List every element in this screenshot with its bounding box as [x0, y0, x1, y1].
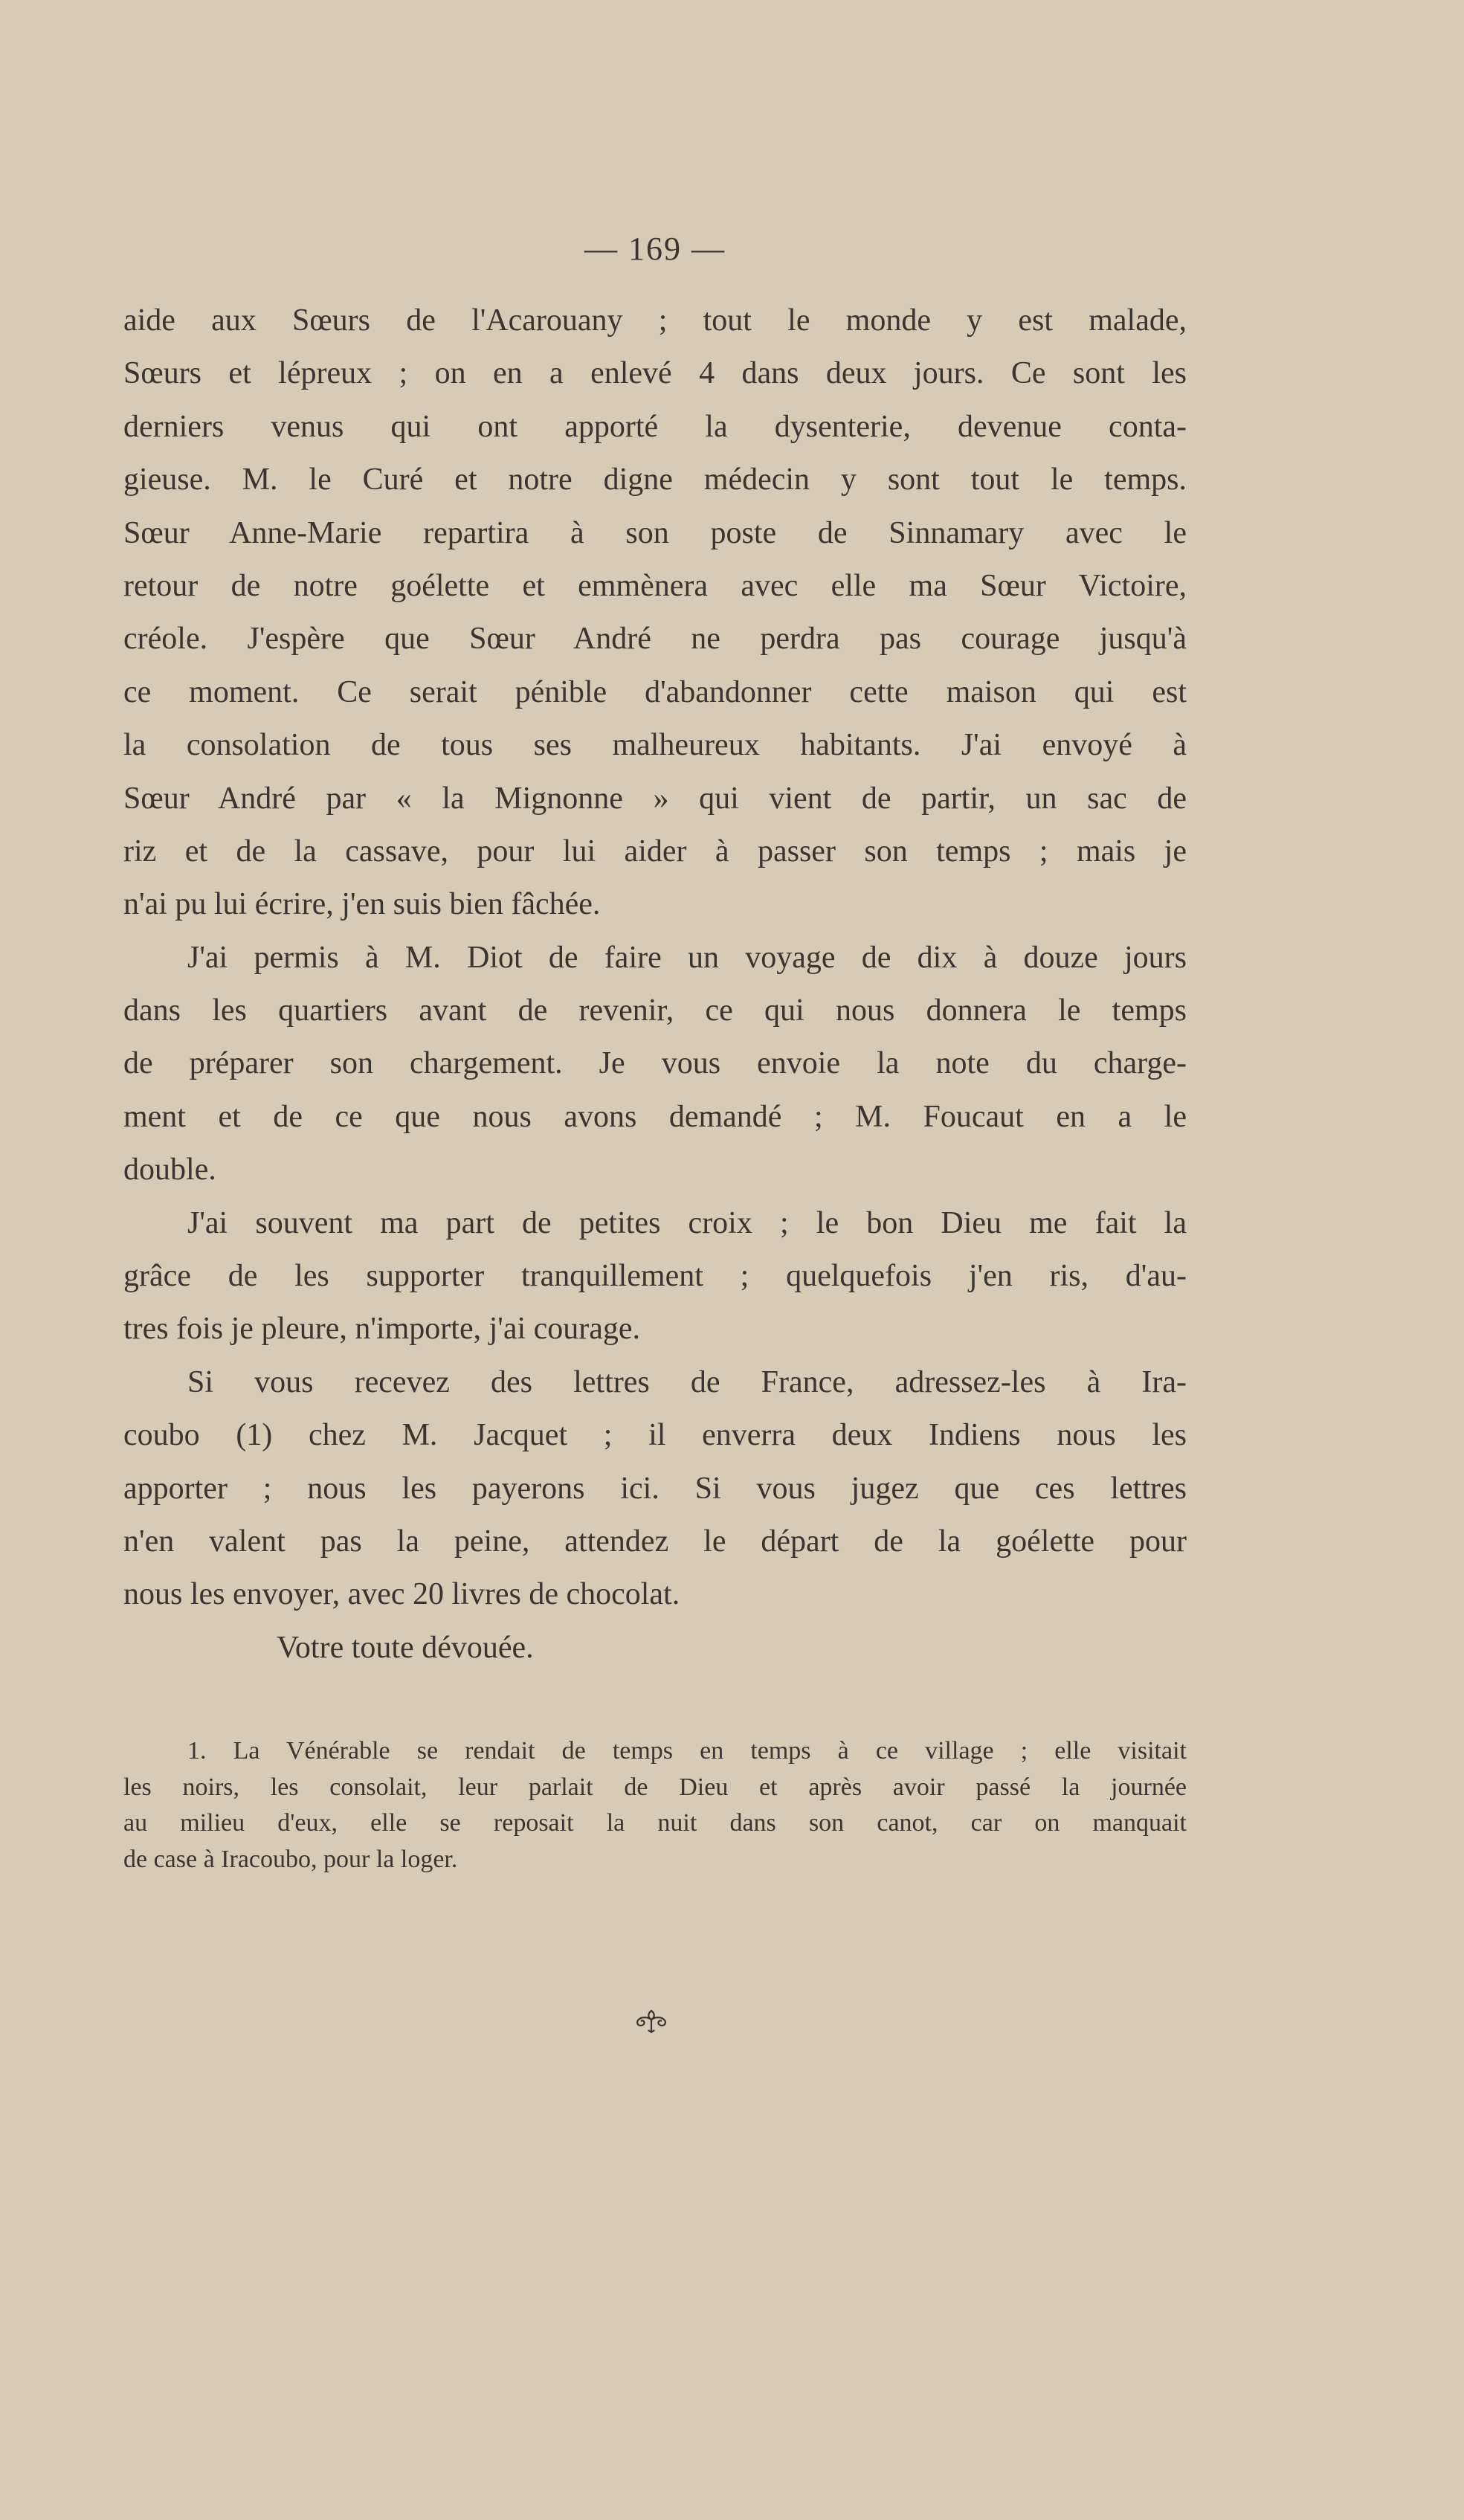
- text-line: tres fois je pleure, n'importe, j'ai courage.: [123, 1312, 641, 1347]
- text-line: Sœur Anne-Marie repartira à son poste de Sinnamary avec le: [123, 515, 1187, 550]
- footnote-line: de case à Iracoubo, pour la loger.: [123, 1845, 458, 1873]
- text-line: gieuse. M. le Curé et notre digne médecin y sont tout le temps.: [123, 463, 1187, 497]
- text-line: aide aux Sœurs de l'Acarouany ; tout le monde y est malade,: [123, 303, 1187, 338]
- text-line: grâce de les supporter tranquillement ; quelquefois j'en ris, d'au-: [123, 1259, 1187, 1294]
- text-line: la consolation de tous ses malheureux habitants. J'ai envoyé à: [123, 728, 1187, 763]
- footnote-line: au milieu d'eux, elle se reposait la nuit dans son canot, car on manquait: [123, 1809, 1187, 1837]
- text-line: n'ai pu lui écrire, j'en suis bien fâchée.: [123, 887, 601, 922]
- text-line: retour de notre goélette et emmènera avec elle ma Sœur Victoire,: [123, 568, 1187, 603]
- text-line: Si vous recevez des lettres de France, adressez-les à Ira-: [187, 1364, 1187, 1399]
- text-line: J'ai souvent ma part de petites croix ; le bon Dieu me fait la: [187, 1205, 1187, 1240]
- text-line: ce moment. Ce serait pénible d'abandonner cette maison qui est: [123, 674, 1187, 709]
- text-line: Sœurs et lépreux ; on en a enlevé 4 dans deux jours. Ce sont les: [123, 356, 1187, 391]
- ornament-icon: [632, 2008, 671, 2037]
- text-line: Sœur André par « la Mignonne » qui vient de partir, un sac de: [123, 781, 1187, 816]
- page-number: — 169 —: [584, 231, 726, 267]
- text-line: coubo (1) chez M. Jacquet ; il enverra deux Indiens nous les: [123, 1418, 1187, 1453]
- text-line: n'en valent pas la peine, attendez le départ de la goélette pour: [123, 1524, 1187, 1559]
- text-line: apporter ; nous les payerons ici. Si vous jugez que ces lettres: [123, 1471, 1187, 1506]
- text-line: riz et de la cassave, pour lui aider à passer son temps ; mais je: [123, 834, 1187, 869]
- text-line: dans les quartiers avant de revenir, ce qui nous donnera le temps: [123, 993, 1187, 1028]
- closing-line: Votre toute dévouée.: [277, 1630, 534, 1665]
- footnote-line: les noirs, les consolait, leur parlait de Dieu et après avoir passé la journée: [123, 1773, 1187, 1801]
- text-line: derniers venus qui ont apporté la dysenterie, devenue conta-: [123, 409, 1187, 444]
- text-line: J'ai permis à M. Diot de faire un voyage de dix à douze jours: [187, 940, 1187, 975]
- body-text: [123, 294, 1187, 1675]
- footnote-line: 1. La Vénérable se rendait de temps en temps à ce village ; elle visitait: [187, 1737, 1187, 1765]
- text-line: ment et de ce que nous avons demandé ; M. Foucaut en a le: [123, 1099, 1187, 1134]
- text-line: créole. J'espère que Sœur André ne perdra pas courage jusqu'à: [123, 622, 1187, 657]
- text-line: de préparer son chargement. Je vous envoie la note du charge-: [123, 1046, 1187, 1081]
- text-line: nous les envoyer, avec 20 livres de chocolat.: [123, 1577, 680, 1612]
- text-line: double.: [123, 1153, 216, 1188]
- footnote: [123, 1733, 1187, 1878]
